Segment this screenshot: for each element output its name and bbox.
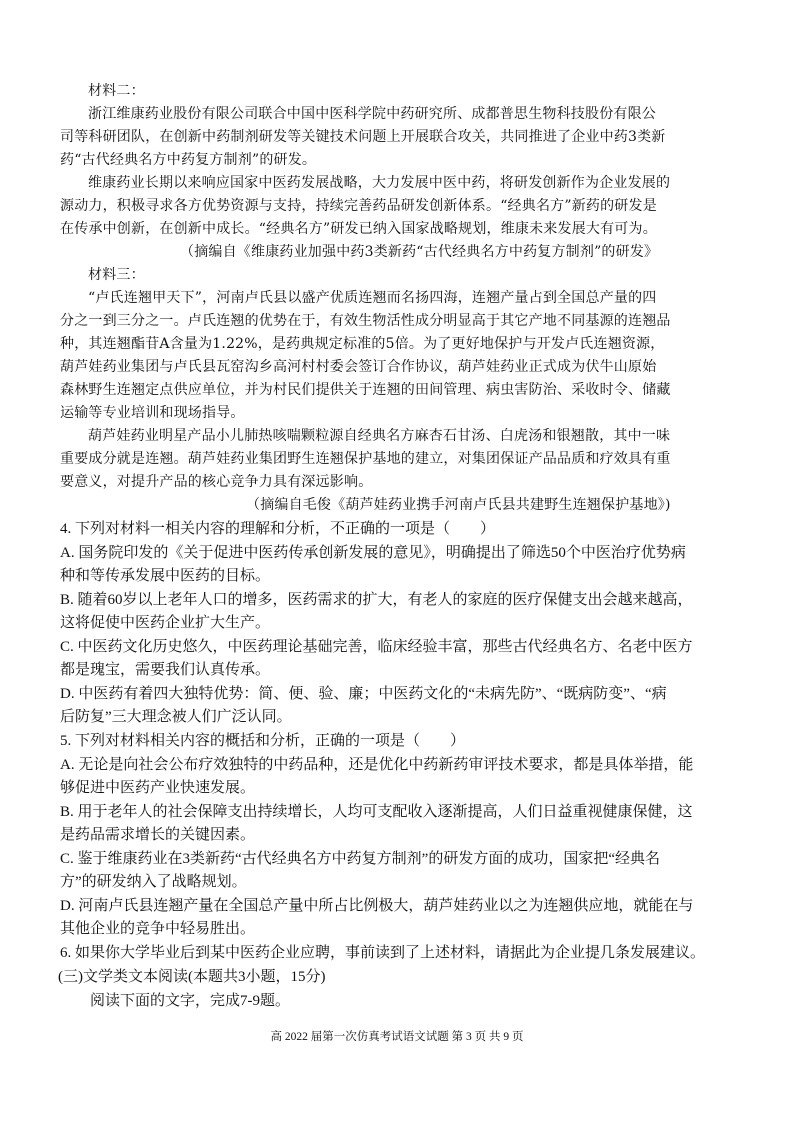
q4-option-a-cont: 种和等传承发展中医药的目标。: [60, 568, 271, 584]
material2-heading: 材料二：: [88, 83, 145, 99]
material2-line: 源动力，积极寻求各方优势资源与支持，持续完善药品研发创新体系。“经典名方”新药的研发是: [60, 198, 657, 214]
q4-option-d-cont: 后防复”三大理念被人们广泛认同。: [60, 709, 292, 725]
q5-option-b-cont: 是药品需求增长的关键因素。: [60, 827, 256, 843]
material2-line: 司等科研团队，在创新中药制剂研发等关键技术问题上开展联合攻关，共同推进了企业中药3类新: [60, 129, 666, 145]
material2-line: 维康药业长期以来响应国家中医药发展战略，大力发展中医中药，将研发创新作为企业发展的: [88, 175, 671, 191]
material2-source: （摘编自《维康药业加强中药3类新药“古代经典名方中药复方制剂”的研发》: [180, 244, 659, 260]
material2-line: 在传承中创新，在创新中成长。“经典名方”研发已纳入国家战略规划，维康未来发展大有可为。: [60, 221, 657, 237]
material3-line: 运输等专业培训和现场指导。: [60, 405, 245, 421]
question-6: 6. 如果你大学毕业后到某中医药企业应聘，事前读到了上述材料，请据此为企业提几条发展建议。: [60, 945, 706, 961]
material3-line: “卢氏连翘甲天下”，河南卢氏县以盛产优质连翘而名扬四海，连翘产量占到全国总产量的四: [88, 290, 657, 306]
q5-option-c: C. 鉴于维康药业在3类新药“古代经典名方中药复方制剂”的研发方面的成功，国家把“经典名: [60, 851, 660, 867]
page-footer: 高 2022 届第一次仿真考试语文试题 第 3 页 共 9 页: [270, 1031, 524, 1043]
q5-option-d-cont: 其他企业的竞争中轻易胜出。: [60, 921, 256, 937]
q4-option-a: A. 国务院印发的《关于促进中医药传承创新发展的意见》，明确提出了筛选50个中医治疗优势病: [60, 545, 686, 561]
q5-option-a: A. 无论是向社会公布疗效独特的中药品种，还是优化中药新药审评技术要求，都是具体举措，能: [60, 757, 694, 773]
material3-line: 重要成分就是连翘。葫芦娃药业集团野生连翘保护基地的建立，对集团保证产品品质和疗效具有重: [60, 451, 671, 467]
section-3-instruction: 阅读下面的文字，完成7-9题。: [90, 993, 290, 1009]
q5-option-c-cont: 方”的研发纳入了战略规划。: [60, 874, 247, 890]
q4-option-b: B. 随着60岁以上老年人口的增多，医药需求的扩大，有老人的家庭的医疗保健支出会越来越高，: [60, 592, 693, 608]
section-3-heading: (三)文学类文本阅读(本题共3小题，15分): [58, 969, 326, 985]
material3-heading: 材料三：: [88, 267, 145, 283]
q5-option-d: D. 河南卢氏县连翘产量在全国总产量中所占比例极大，葫芦娃药业以之为连翘供应地，就能在与: [60, 898, 694, 914]
material3-line: 葫芦娃药业明星产品小儿肺热咳喘颗粒源自经典名方麻杏石甘汤、白虎汤和银翘散，其中一味: [88, 428, 671, 444]
q4-option-c-cont: 都是瑰宝，需要我们认真传承。: [60, 662, 271, 678]
material3-source: （摘编自毛俊《葫芦娃药业携手河南卢氏县共建野生连翘保护基地》): [246, 497, 671, 513]
material3-line: 种，其连翘酯苷A含量为1.22%，是药典规定标准的5倍。为了更好地保护与开发卢氏连翘资源，: [60, 336, 665, 352]
q5-option-a-cont: 够促进中医药产业快速发展。: [60, 780, 256, 796]
material3-line: 分之一到三分之一。卢氏连翘的优势在于，有效生物活性成分明显高于其它产地不同基源的连翘品: [60, 313, 671, 329]
q4-option-b-cont: 这将促使中医药企业扩大生产。: [60, 615, 271, 631]
material2-line: 药“古代经典名方中药复方制剂”的研发。: [60, 152, 317, 168]
question-5-stem: 5. 下列对材料相关内容的概括和分析，正确的一项是（ ）: [60, 733, 466, 749]
question-4-stem: 4. 下列对材料一相关内容的理解和分析，不正确的一项是（ ）: [60, 521, 496, 537]
q4-option-d: D. 中医药有着四大独特优势：简、便、验、廉；中医药文化的“未病先防”、“既病防变”、“病: [60, 686, 667, 702]
material3-line: 森林野生连翘定点供应单位，并为村民们提供关于连翘的田间管理、病虫害防治、采收时令、储藏: [60, 382, 671, 398]
material3-line: 要意义，对提升产品的核心竞争力具有深远影响。: [60, 474, 373, 490]
material2-line: 浙江维康药业股份有限公司联合中国中医科学院中药研究所、成都普思生物科技股份有限公: [88, 106, 656, 122]
q4-option-c: C. 中医药文化历史悠久，中医药理论基础完善，临床经验丰富，那些古代经典名方、名老中医方: [60, 639, 693, 655]
q5-option-b: B. 用于老年人的社会保障支出持续增长，人均可支配收入逐渐提高，人们日益重视健康保健，这: [60, 804, 693, 820]
material3-line: 葫芦娃药业集团与卢氏县瓦窑沟乡高河村村委会签订合作协议，葫芦娃药业正式成为伏牛山原始: [60, 359, 657, 375]
